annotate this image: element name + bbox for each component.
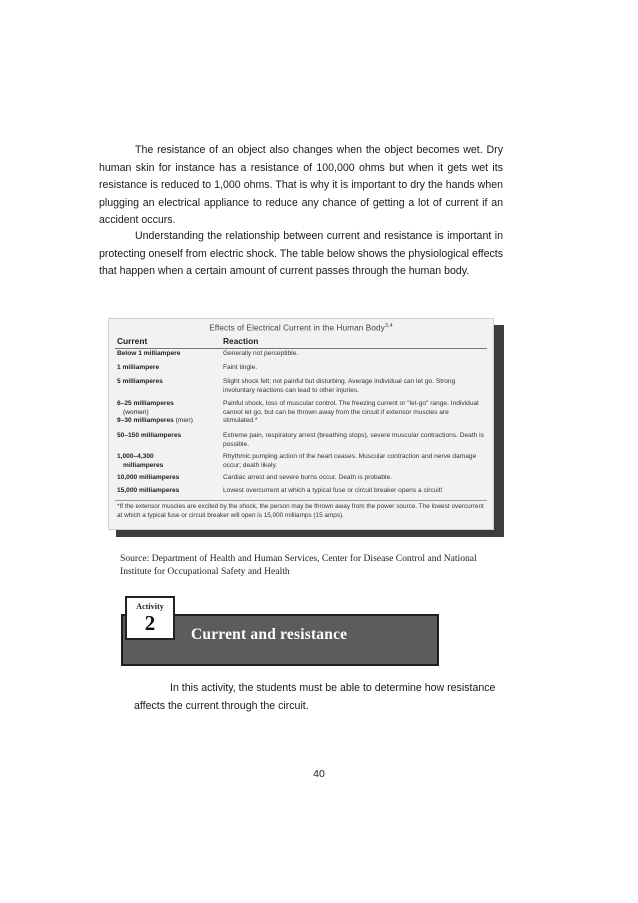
current-cell-men-range: 9–30 milliamperes bbox=[117, 417, 174, 425]
current-cell-main: 6–25 milliamperes bbox=[117, 400, 174, 407]
source-citation: Source: Department of Health and Human Services, Center for Disease Control and National Institute for Occupational Safety and Health bbox=[120, 553, 477, 577]
paragraph-text: The resistance of an object also changes when the object becomes wet. Dry human skin for instance has a resistance of 100,000 ohms but when it gets wet its resistance is reduced to 1,000 ohms. That is why it is important to dry the hands when plugging an electrical appliance to reduce any chance of getting a lot of current if an accident occurs. bbox=[99, 144, 503, 227]
current-cell bbox=[117, 453, 217, 470]
reaction-cell: Faint tingle. bbox=[223, 364, 258, 371]
reaction-cell: Lowest overcurrent at which a typical fuse or circuit breaker opens a circuit! bbox=[223, 487, 443, 494]
current-cell-men-note: (men) bbox=[175, 417, 193, 425]
header-divider bbox=[115, 348, 487, 349]
activity-number: 2 bbox=[144, 611, 156, 635]
reaction-cell: Cardiac arrest and severe burns occur. Death is probable. bbox=[223, 474, 392, 481]
table-title-text: Effects of Electrical Current in the Human Body bbox=[209, 323, 385, 333]
current-cell-main: 1,000–4,300 bbox=[117, 453, 154, 460]
current-cell: 5 milliamperes bbox=[117, 378, 163, 385]
page-number: 40 bbox=[313, 768, 325, 780]
current-cell: 50–150 milliamperes bbox=[117, 432, 182, 439]
column-header-reaction: Reaction bbox=[223, 336, 259, 346]
table-footnote: *If the extensor muscles are excited by the shock, the person may be thrown away from the power source. The lowest overcurrent at which a typical fuse or circuit breaker will open is 15,000 milliamps (15 amps). bbox=[117, 503, 484, 519]
current-cell bbox=[117, 400, 217, 426]
paragraph-activity-intro bbox=[134, 680, 504, 715]
activity-label: Activity bbox=[136, 602, 164, 611]
paragraph-wet-resistance bbox=[99, 142, 503, 230]
current-cell: 15,000 milliamperes bbox=[117, 487, 180, 494]
current-cell: 1 milliampere bbox=[117, 364, 160, 371]
reaction-cell: Slight shock felt; not painful but disturbing. Average individual can let go. Strong involuntary reactions can lead to other injuries. bbox=[223, 378, 456, 394]
current-cell-cont: milliamperes bbox=[123, 461, 164, 469]
activity-badge bbox=[125, 596, 175, 640]
reaction-cell: Extreme pain, respiratory arrest (breathing stops), severe muscular contractions. Death is possible. bbox=[223, 432, 484, 448]
current-cell-women: (women) bbox=[123, 408, 149, 416]
reaction-cell: Generally not perceptible. bbox=[223, 350, 299, 357]
current-cell: 10,000 milliamperes bbox=[117, 474, 180, 481]
paragraph-text: In this activity, the students must be able to determine how resistance affects the current through the circuit. bbox=[134, 682, 496, 712]
current-cell-men bbox=[117, 417, 217, 426]
table-title-superscript: 3,4 bbox=[384, 323, 393, 329]
current-effects-table bbox=[108, 318, 494, 530]
current-cell: Below 1 milliampere bbox=[117, 350, 181, 357]
reaction-cell: Rhythmic pumping action of the heart ceases. Muscular contraction and nerve damage occur; death likely. bbox=[223, 453, 477, 469]
activity-title: Current and resistance bbox=[191, 626, 348, 643]
column-header-current: Current bbox=[117, 336, 148, 346]
table-title bbox=[109, 323, 493, 333]
reaction-cell: Painful shock, loss of muscular control. The freezing current or "let-go" range. Individual cannot let go, but can be thrown away from the circuit if extensor muscles are stimulated.* bbox=[223, 400, 479, 425]
paragraph-text: Understanding the relationship between current and resistance is important in protecting oneself from electric shock. The table below shows the physiological effects that happen when a certain amount of current passes through the human body. bbox=[99, 230, 503, 278]
footnote-divider bbox=[115, 500, 487, 501]
paragraph-current-resistance bbox=[99, 228, 503, 281]
